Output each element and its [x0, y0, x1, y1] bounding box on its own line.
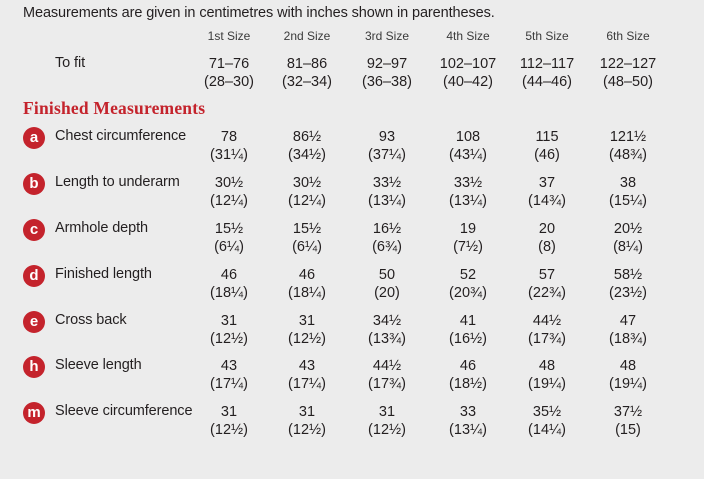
measurement-cell	[428, 128, 508, 164]
inch-value: (18½)	[449, 376, 487, 392]
measurement-cell	[347, 128, 427, 164]
measurement-cell	[588, 403, 668, 439]
cm-value: 15½	[214, 221, 244, 237]
cm-value: 81–86	[286, 56, 328, 72]
inch-value: (16½)	[449, 331, 487, 347]
measurement-cell	[507, 266, 587, 302]
measurement-cell	[507, 312, 587, 348]
cm-value: 92–97	[366, 56, 408, 72]
cm-value: 48	[619, 358, 637, 374]
inch-value: (22¾)	[528, 285, 566, 301]
inch-value: (6¼)	[292, 239, 322, 255]
cm-value: 108	[455, 129, 481, 145]
measurement-cell	[267, 357, 347, 393]
letter-badge: d	[23, 265, 45, 287]
cm-value: 46	[298, 267, 316, 283]
letter-badge: e	[23, 311, 45, 333]
inch-value: (6¼)	[214, 239, 244, 255]
inch-value: (18¼)	[210, 285, 248, 301]
measurement-cell	[189, 174, 269, 210]
measurement-cell	[347, 220, 427, 256]
measurement-cell	[189, 403, 269, 439]
measurement-cell	[507, 403, 587, 439]
measurement-cell	[588, 55, 668, 91]
cm-value: 46	[459, 358, 477, 374]
cm-value: 47	[619, 313, 637, 329]
cm-value: 112–117	[519, 56, 575, 72]
cm-value: 41	[459, 313, 477, 329]
measurement-cell	[189, 128, 269, 164]
cm-value: 43	[298, 358, 316, 374]
size-header: 5th Size	[525, 29, 569, 43]
inch-value: (28–30)	[204, 74, 254, 90]
size-header: 3rd Size	[364, 29, 410, 43]
measurement-cell	[428, 266, 508, 302]
inch-value: (17¾)	[528, 331, 566, 347]
section-title: Finished Measurements	[23, 98, 206, 118]
cm-value: 33½	[372, 175, 402, 191]
measurement-cell	[428, 312, 508, 348]
inch-value: (14¼)	[528, 422, 566, 438]
measurement-cell	[189, 266, 269, 302]
measurement-cell	[588, 174, 668, 210]
inch-value: (40–42)	[443, 74, 493, 90]
measurement-cell	[347, 312, 427, 348]
measurement-cell	[588, 266, 668, 302]
cm-value: 30½	[292, 175, 322, 191]
inch-value: (18¾)	[609, 331, 647, 347]
measurement-cell	[189, 312, 269, 348]
inch-value: (34½)	[288, 147, 326, 163]
letter-badge: h	[23, 356, 45, 378]
size-header-row	[0, 29, 704, 47]
cm-value: 86½	[292, 129, 322, 145]
measurement-label: Armhole depth	[55, 220, 149, 236]
cm-value: 122–127	[599, 56, 657, 72]
cm-value: 50	[378, 267, 396, 283]
measurement-cell	[267, 128, 347, 164]
measurement-cell	[267, 220, 347, 256]
cm-value: 30½	[214, 175, 244, 191]
letter-badge: b	[23, 173, 45, 195]
measurement-label: Length to underarm	[55, 174, 180, 190]
measurement-cell	[267, 266, 347, 302]
inch-value: (31¼)	[210, 147, 248, 163]
inch-value: (12¼)	[288, 193, 326, 209]
inch-value: (19¼)	[609, 376, 647, 392]
inch-value: (12½)	[288, 422, 326, 438]
cm-value: 15½	[292, 221, 322, 237]
inch-value: (17¾)	[368, 376, 406, 392]
inch-value: (20)	[374, 285, 400, 301]
measurement-row	[0, 266, 704, 304]
size-header: 4th Size	[446, 29, 490, 43]
inch-value: (12½)	[368, 422, 406, 438]
inch-value: (12½)	[288, 331, 326, 347]
measurement-cell	[428, 403, 508, 439]
measurement-cell	[267, 55, 347, 91]
measurement-label: Sleeve circumference	[55, 403, 193, 419]
measurement-cell	[588, 312, 668, 348]
inch-value: (43¼)	[449, 147, 487, 163]
cm-value: 93	[378, 129, 396, 145]
measurement-row	[0, 357, 704, 395]
inch-value: (12¼)	[210, 193, 248, 209]
cm-value: 102–107	[439, 56, 497, 72]
measurement-label: Chest circumference	[55, 128, 187, 144]
measurement-cell	[347, 266, 427, 302]
cm-value: 38	[619, 175, 637, 191]
measurement-cell	[267, 174, 347, 210]
measurement-cell	[428, 55, 508, 91]
cm-value: 58½	[613, 267, 643, 283]
measurement-cell	[507, 128, 587, 164]
inch-value: (12½)	[210, 331, 248, 347]
cm-value: 31	[298, 404, 316, 420]
measurement-cell	[189, 220, 269, 256]
measurement-cell	[428, 220, 508, 256]
inch-value: (18¼)	[288, 285, 326, 301]
measurement-cell	[588, 220, 668, 256]
inch-value: (36–38)	[362, 74, 412, 90]
size-header: 1st Size	[207, 29, 251, 43]
inch-value: (23½)	[609, 285, 647, 301]
measurement-row	[0, 220, 704, 258]
measurement-cell	[588, 128, 668, 164]
measurement-label: Cross back	[55, 312, 127, 328]
to-fit-label: To fit	[55, 55, 86, 71]
inch-value: (37¼)	[368, 147, 406, 163]
inch-value: (20¾)	[449, 285, 487, 301]
inch-value: (17¼)	[210, 376, 248, 392]
measurement-row	[0, 312, 704, 350]
measurement-cell	[347, 403, 427, 439]
measurement-cell	[267, 403, 347, 439]
cm-value: 31	[378, 404, 396, 420]
inch-value: (48¾)	[609, 147, 647, 163]
inch-value: (13¼)	[449, 193, 487, 209]
inch-value: (13¼)	[449, 422, 487, 438]
measurement-label: Sleeve length	[55, 357, 142, 373]
inch-value: (15)	[615, 422, 641, 438]
inch-value: (13¾)	[368, 331, 406, 347]
measurement-cell	[507, 174, 587, 210]
cm-value: 78	[220, 129, 238, 145]
cm-value: 34½	[372, 313, 402, 329]
measurement-cell	[588, 357, 668, 393]
cm-value: 20½	[613, 221, 643, 237]
cm-value: 57	[538, 267, 556, 283]
cm-value: 37	[538, 175, 556, 191]
letter-badge: a	[23, 127, 45, 149]
cm-value: 16½	[372, 221, 402, 237]
inch-value: (8¼)	[613, 239, 643, 255]
inch-value: (13¼)	[368, 193, 406, 209]
measurement-label: Finished length	[55, 266, 152, 282]
inch-value: (46)	[534, 147, 560, 163]
to-fit-row	[0, 55, 704, 93]
measurement-cell	[507, 357, 587, 393]
inch-value: (48–50)	[603, 74, 653, 90]
measurement-cell	[189, 357, 269, 393]
cm-value: 31	[220, 313, 238, 329]
inch-value: (44–46)	[522, 74, 572, 90]
cm-value: 121½	[609, 129, 647, 145]
size-header: 2nd Size	[283, 29, 331, 43]
inch-value: (8)	[538, 239, 556, 255]
inch-value: (15¼)	[609, 193, 647, 209]
cm-value: 31	[220, 404, 238, 420]
cm-value: 37½	[613, 404, 643, 420]
cm-value: 33½	[453, 175, 483, 191]
inch-value: (12½)	[210, 422, 248, 438]
measurement-row	[0, 174, 704, 212]
cm-value: 44½	[372, 358, 402, 374]
measurement-row	[0, 403, 704, 441]
inch-value: (14¾)	[528, 193, 566, 209]
measurement-cell	[507, 55, 587, 91]
cm-value: 35½	[532, 404, 562, 420]
measurement-row	[0, 128, 704, 166]
inch-value: (32–34)	[282, 74, 332, 90]
cm-value: 71–76	[208, 56, 250, 72]
cm-value: 31	[298, 313, 316, 329]
inch-value: (7½)	[453, 239, 483, 255]
size-header: 6th Size	[606, 29, 650, 43]
cm-value: 115	[535, 129, 559, 145]
cm-value: 19	[459, 221, 477, 237]
measurement-cell	[428, 174, 508, 210]
measurement-cell	[428, 357, 508, 393]
letter-badge: m	[23, 402, 45, 424]
measurement-cell	[507, 220, 587, 256]
measurement-cell	[347, 174, 427, 210]
inch-value: (17¼)	[288, 376, 326, 392]
cm-value: 20	[538, 221, 556, 237]
cm-value: 46	[220, 267, 238, 283]
cm-value: 52	[459, 267, 477, 283]
measurement-cell	[267, 312, 347, 348]
cm-value: 43	[220, 358, 238, 374]
measurement-cell	[347, 55, 427, 91]
measurement-cell	[189, 55, 269, 91]
letter-badge: c	[23, 219, 45, 241]
inch-value: (19¼)	[528, 376, 566, 392]
cm-value: 48	[538, 358, 556, 374]
intro-text: Measurements are given in centimetres with inches shown in parentheses.	[23, 5, 495, 21]
cm-value: 33	[459, 404, 477, 420]
cm-value: 44½	[532, 313, 562, 329]
inch-value: (6¾)	[372, 239, 402, 255]
measurement-cell	[347, 357, 427, 393]
